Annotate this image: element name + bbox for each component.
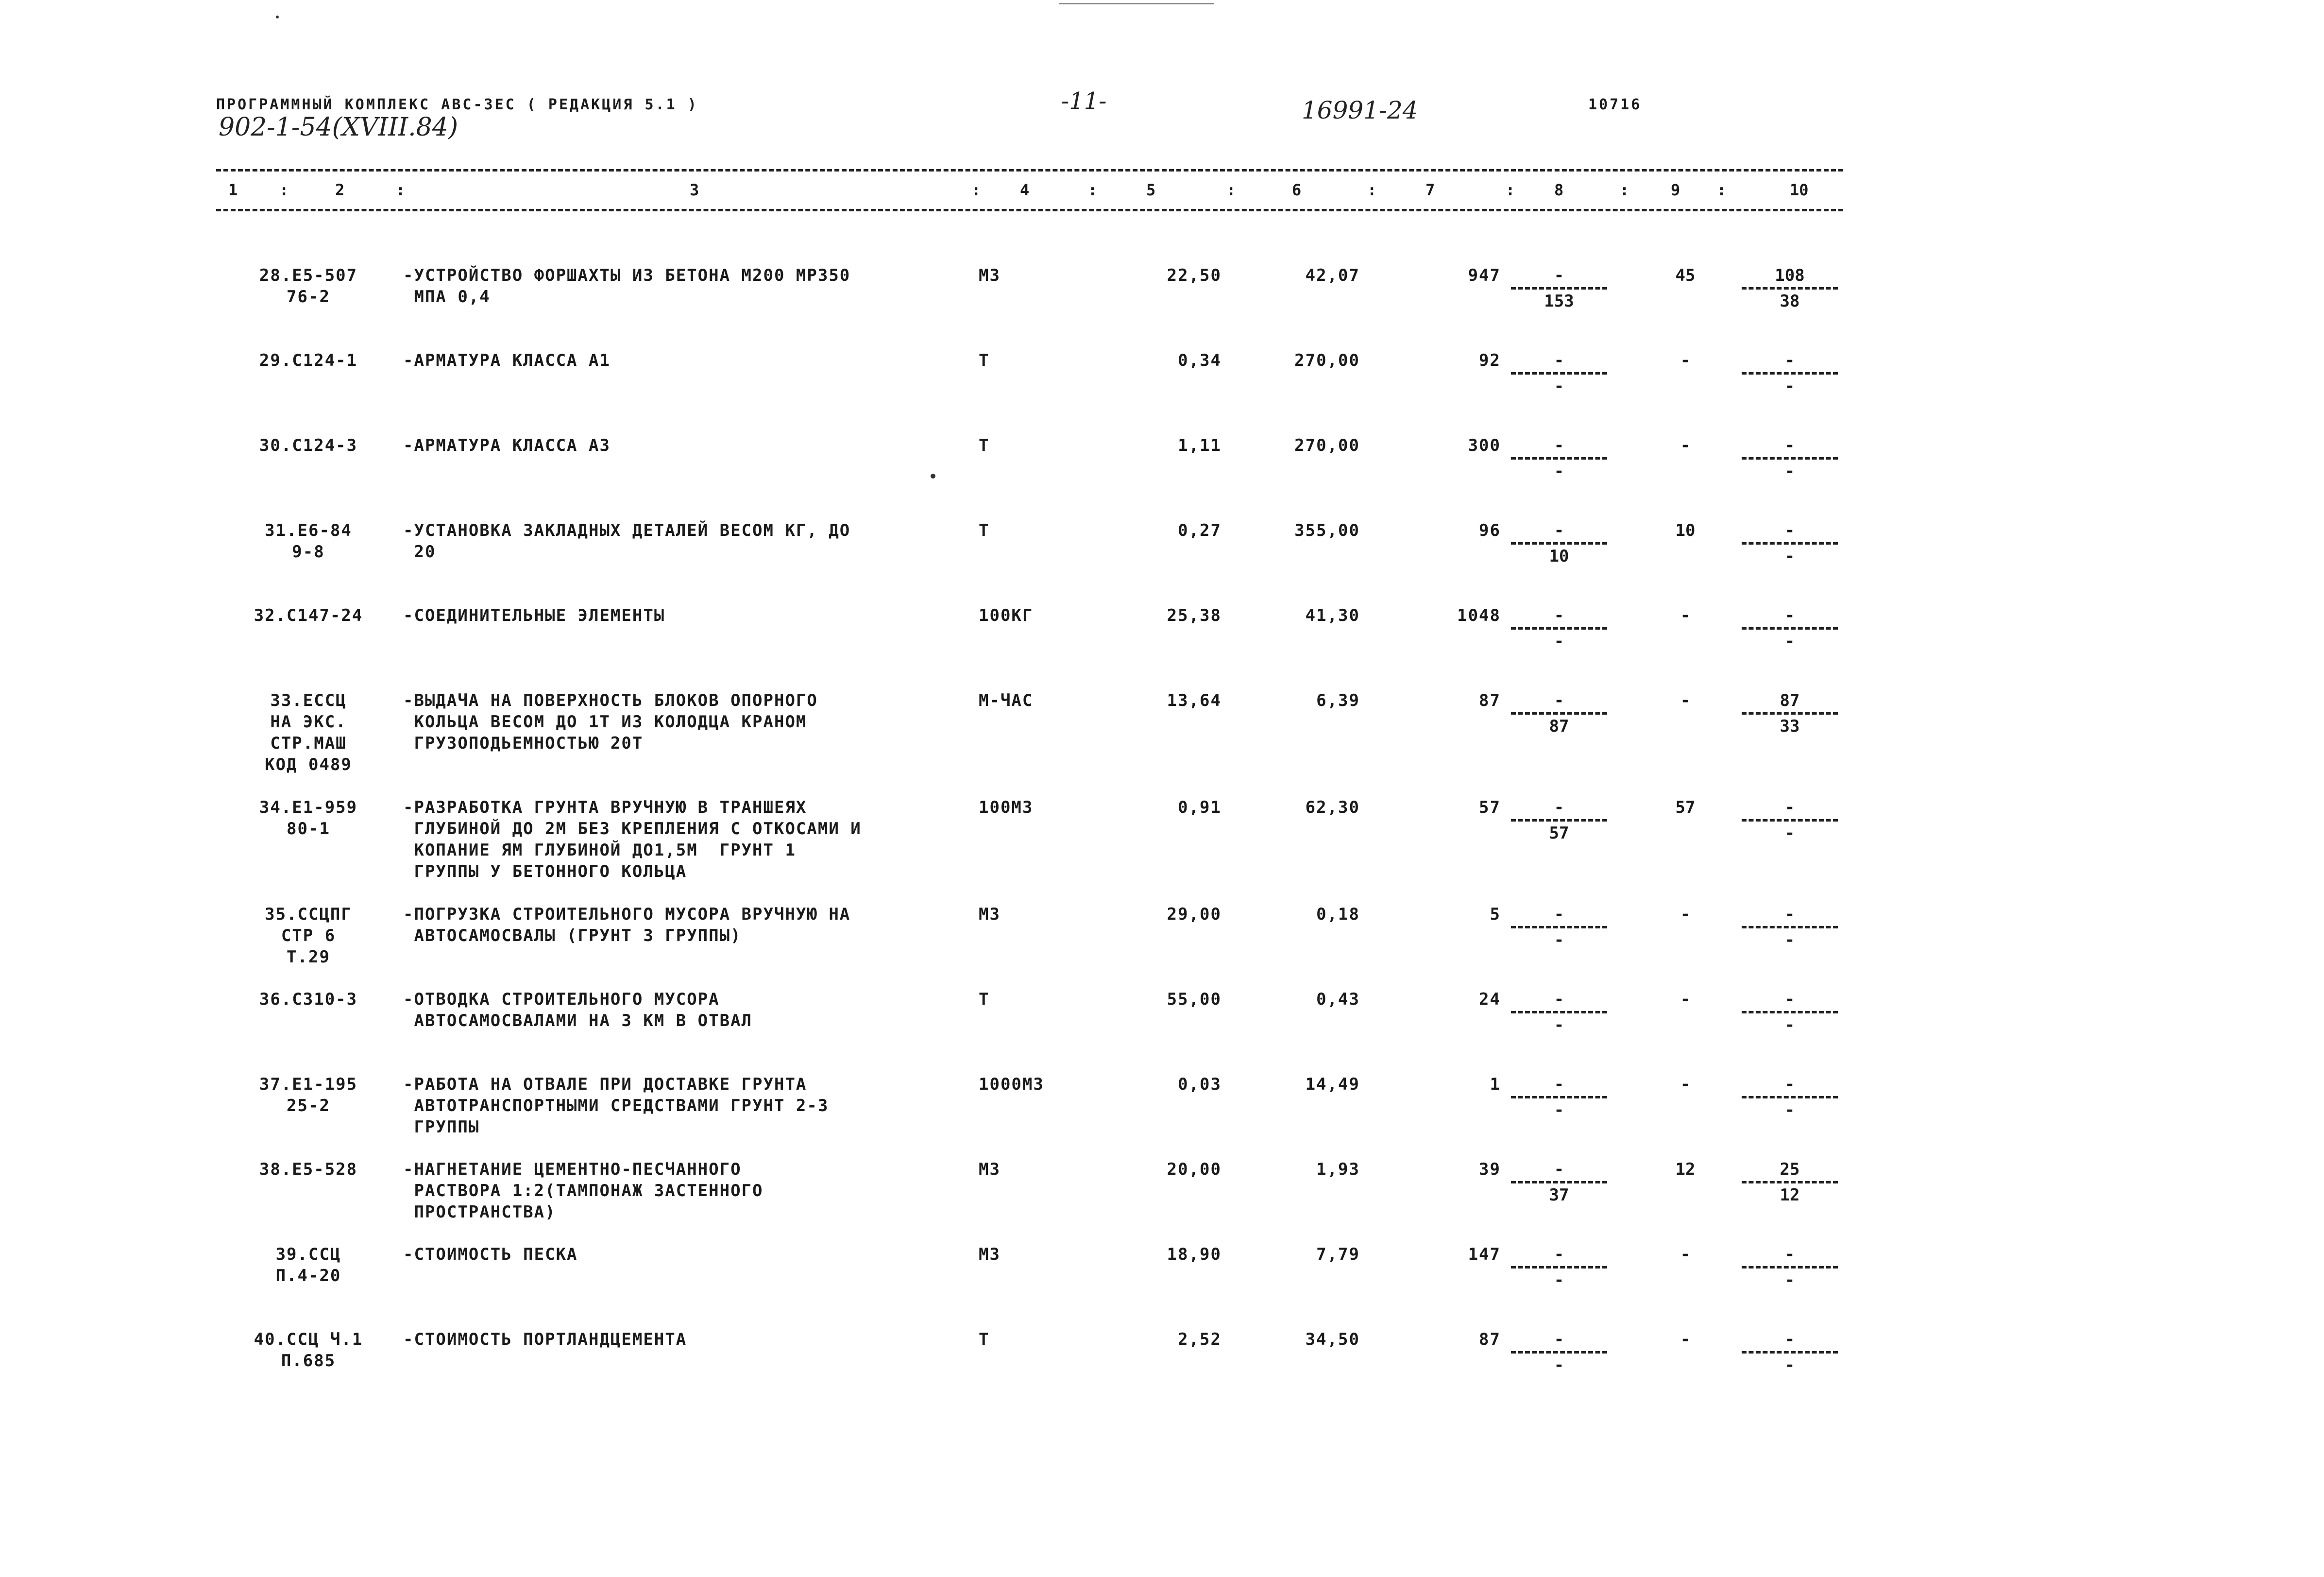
row-col8-divider: [1511, 712, 1607, 715]
row-col8-top: -: [1554, 1075, 1564, 1094]
row-col8-top: -: [1554, 691, 1564, 710]
row-col10-top: 25: [1780, 1160, 1800, 1179]
row-total: 57: [1479, 798, 1501, 817]
row-col10: [1739, 265, 1841, 312]
row-col8-bottom: -: [1554, 1015, 1564, 1035]
row-col9: -: [1680, 606, 1691, 625]
row-col8: [1508, 1329, 1610, 1376]
row-description: -СТОИМОСТЬ ПОРТЛАНДЦЕМЕНТА: [403, 1330, 687, 1349]
row-col10-bottom: -: [1784, 462, 1795, 481]
row-col8-divider: [1511, 372, 1607, 375]
row-col8: [1508, 904, 1610, 951]
row-unit-price: 14,49: [1305, 1075, 1360, 1094]
row-quantity: 2,52: [1178, 1330, 1221, 1349]
row-quantity: 1,11: [1178, 436, 1221, 455]
row-total: 5: [1490, 905, 1501, 924]
column-header-5: 5: [1146, 181, 1156, 199]
row-unit-price: 41,30: [1305, 606, 1360, 625]
row-col8-top: -: [1554, 521, 1564, 540]
row-col9: -: [1680, 351, 1691, 370]
row-col10-top: -: [1784, 1075, 1795, 1094]
row-col8-top: -: [1554, 1330, 1564, 1349]
row-col8-bottom: 10: [1549, 547, 1569, 566]
column-header-9: 9: [1671, 181, 1680, 199]
row-total: 87: [1479, 691, 1501, 710]
row-quantity: 13,64: [1167, 691, 1221, 710]
row-col9: -: [1680, 1245, 1691, 1264]
row-col10-bottom: 12: [1780, 1185, 1800, 1205]
row-col8-divider: [1511, 1181, 1607, 1183]
row-col9: -: [1680, 905, 1691, 924]
program-title: ПРОГРАММНЫЙ КОМПЛЕКС АВС-ЗЕС ( РЕДАКЦИЯ 5.1 ): [216, 96, 698, 113]
row-unit-price: 270,00: [1294, 351, 1360, 370]
column-separator: :: [1620, 181, 1629, 199]
row-col10: [1739, 435, 1841, 482]
row-unit: 100М3: [979, 798, 1034, 817]
row-col8-top: -: [1554, 266, 1564, 285]
row-col8-top: -: [1554, 436, 1564, 455]
row-code: 37.Е1-195 25-2: [259, 1075, 358, 1115]
column-header-7: 7: [1425, 181, 1435, 199]
row-unit-price: 355,00: [1294, 521, 1360, 540]
row-quantity: 55,00: [1167, 990, 1221, 1009]
row-col8-bottom: 153: [1544, 291, 1574, 311]
row-col8: [1508, 1244, 1610, 1291]
row-description: -АРМАТУРА КЛАССА А1: [403, 351, 611, 370]
row-col10-divider: [1742, 1181, 1838, 1183]
row-col10: [1739, 904, 1841, 951]
row-total: 87: [1479, 1330, 1501, 1349]
row-code: 32.С147-24: [254, 606, 363, 625]
row-col8-divider: [1511, 1011, 1607, 1013]
row-quantity: 0,27: [1178, 521, 1221, 540]
row-col8-bottom: -: [1554, 1270, 1564, 1290]
row-col8-top: -: [1554, 990, 1564, 1009]
row-col8: [1508, 350, 1610, 397]
row-col10-bottom: -: [1784, 1270, 1795, 1290]
row-col8: [1508, 1159, 1610, 1206]
row-col8-bottom: 37: [1549, 1185, 1569, 1205]
row-code: 31.Е6-84 9-8: [265, 521, 352, 562]
row-description: -РАЗРАБОТКА ГРУНТА ВРУЧНУЮ В ТРАНШЕЯХ ГЛУБИНОЙ ДО 2М БЕЗ КРЕПЛЕНИЯ С ОТКОСАМИ И КОПАНИЕ ЯМ ГЛУБИНОЙ ДО1,5М ГРУНТ 1 ГРУППЫ У БЕТОННОГО КОЛЬЦА: [403, 798, 862, 881]
row-col10-top: -: [1784, 990, 1795, 1009]
row-col8: [1508, 690, 1610, 737]
row-col10-bottom: -: [1784, 1355, 1795, 1375]
row-col10-top: 87: [1780, 691, 1800, 710]
row-col10-bottom: -: [1784, 377, 1795, 396]
row-unit: Т: [979, 351, 990, 370]
row-col10-divider: [1742, 1096, 1838, 1098]
row-col10-bottom: -: [1784, 632, 1795, 651]
row-col10-bottom: 33: [1780, 717, 1800, 736]
row-quantity: 22,50: [1167, 266, 1221, 285]
row-col8-divider: [1511, 457, 1607, 460]
row-code: 34.Е1-959 80-1: [259, 798, 358, 839]
row-col10: [1739, 605, 1841, 652]
row-col10: [1739, 797, 1841, 844]
row-col9: -: [1680, 990, 1691, 1009]
row-unit: М3: [979, 1245, 1001, 1264]
column-header-3: 3: [690, 181, 699, 199]
row-description: -РАБОТА НА ОТВАЛЕ ПРИ ДОСТАВКЕ ГРУНТА АВТОТРАНСПОРТНЫМИ СРЕДСТВАМИ ГРУНТ 2-3 ГРУППЫ: [403, 1075, 829, 1137]
row-description: -НАГНЕТАНИЕ ЦЕМЕНТНО-ПЕСЧАННОГО РАСТВОРА 1:2(ТАМПОНАЖ ЗАСТЕННОГО ПРОСТРАНСТВА): [403, 1160, 763, 1222]
row-unit-price: 42,07: [1305, 266, 1360, 285]
row-unit: Т: [979, 1330, 990, 1349]
row-code: 28.Е5-507 76-2: [259, 266, 358, 307]
row-col9: 10: [1675, 521, 1696, 540]
row-description: -ПОГРУЗКА СТРОИТЕЛЬНОГО МУСОРА ВРУЧНУЮ НА АВТОСАМОСВАЛЫ (ГРУНТ 3 ГРУППЫ): [403, 905, 851, 945]
row-col8: [1508, 265, 1610, 312]
row-col10-bottom: -: [1784, 823, 1795, 843]
row-col10: [1739, 690, 1841, 737]
row-total: 147: [1468, 1245, 1501, 1264]
row-total: 24: [1479, 990, 1501, 1009]
row-description: -УСТАНОВКА ЗАКЛАДНЫХ ДЕТАЛЕЙ ВЕСОМ КГ, ДО 20: [403, 521, 851, 562]
row-unit-price: 270,00: [1294, 436, 1360, 455]
row-col10-bottom: -: [1784, 930, 1795, 950]
row-col10: [1739, 1244, 1841, 1291]
scan-speck: [276, 16, 279, 18]
row-col10-divider: [1742, 926, 1838, 928]
row-col10: [1739, 1159, 1841, 1206]
row-description: -СОЕДИНИТЕЛЬНЫЕ ЭЛЕМЕНТЫ: [403, 606, 665, 625]
row-col10: [1739, 520, 1841, 567]
row-col10-top: -: [1784, 1330, 1795, 1349]
table-rule-top: [216, 169, 1843, 171]
row-quantity: 20,00: [1167, 1160, 1221, 1179]
scan-speck: [931, 474, 935, 479]
column-header-6: 6: [1292, 181, 1302, 199]
row-col10-top: -: [1784, 436, 1795, 455]
row-col10-top: -: [1784, 606, 1795, 625]
row-total: 300: [1468, 436, 1501, 455]
row-col8-top: -: [1554, 1160, 1564, 1179]
row-col10-top: -: [1784, 351, 1795, 370]
row-code: 35.ССЦПГ СТР 6 Т.29: [265, 905, 352, 967]
row-col8-divider: [1511, 627, 1607, 630]
row-unit-price: 1,93: [1316, 1160, 1360, 1179]
row-quantity: 0,03: [1178, 1075, 1221, 1094]
row-col8-top: -: [1554, 905, 1564, 924]
row-col8: [1508, 435, 1610, 482]
row-col8-top: -: [1554, 1245, 1564, 1264]
row-unit-price: 62,30: [1305, 798, 1360, 817]
row-description: -АРМАТУРА КЛАССА А3: [403, 436, 611, 455]
column-separator: :: [396, 181, 406, 199]
row-col10-top: -: [1784, 1245, 1795, 1264]
row-description: -УСТРОЙСТВО ФОРШАХТЫ ИЗ БЕТОНА М200 МРЗ50 МПА 0,4: [403, 266, 851, 307]
row-col8-divider: [1511, 819, 1607, 822]
row-col8: [1508, 797, 1610, 844]
row-description: -ОТВОДКА СТРОИТЕЛЬНОГО МУСОРА АВТОСАМОСВАЛАМИ НА 3 КМ В ОТВАЛ: [403, 990, 753, 1030]
row-col9: 45: [1675, 266, 1696, 285]
column-separator: :: [1088, 181, 1098, 199]
row-code: 40.ССЦ Ч.1 П.685: [254, 1330, 363, 1371]
row-unit-price: 7,79: [1316, 1245, 1360, 1264]
column-header-4: 4: [1020, 181, 1030, 199]
row-code: 33.ЕССЦ НА ЭКС. СТР.МАШ КОД 0489: [265, 691, 352, 774]
row-col8-divider: [1511, 542, 1607, 545]
row-unit-price: 6,39: [1316, 691, 1360, 710]
row-quantity: 0,34: [1178, 351, 1221, 370]
row-col9: -: [1680, 1330, 1691, 1349]
row-col10-divider: [1742, 457, 1838, 460]
row-col10-bottom: -: [1784, 1100, 1795, 1120]
row-col9: -: [1680, 1075, 1691, 1094]
row-total: 92: [1479, 351, 1501, 370]
document-number: 10716: [1588, 96, 1642, 113]
document-code: 16991-24: [1302, 96, 1418, 124]
row-col10-bottom: 38: [1780, 291, 1800, 311]
column-header-2: 2: [335, 181, 345, 199]
row-col8-bottom: -: [1554, 462, 1564, 481]
row-total: 1048: [1457, 606, 1501, 625]
row-col10-top: -: [1784, 798, 1795, 817]
row-col8-bottom: -: [1554, 632, 1564, 651]
column-separator: :: [1367, 181, 1377, 199]
row-col10-divider: [1742, 1351, 1838, 1354]
row-unit: М-ЧАС: [979, 691, 1034, 710]
row-col8-bottom: 87: [1549, 717, 1569, 736]
row-col8-bottom: -: [1554, 377, 1564, 396]
row-quantity: 25,38: [1167, 606, 1221, 625]
row-unit: 1000М3: [979, 1075, 1044, 1094]
row-code: 39.ССЦ П.4-20: [275, 1245, 341, 1286]
row-unit: 100КГ: [979, 606, 1034, 625]
row-unit-price: 34,50: [1305, 1330, 1360, 1349]
row-col10-divider: [1742, 1011, 1838, 1013]
row-col9: -: [1680, 691, 1691, 710]
row-col10-top: -: [1784, 521, 1795, 540]
row-col8-divider: [1511, 1096, 1607, 1098]
row-total: 1: [1490, 1075, 1501, 1094]
column-header-8: 8: [1554, 181, 1564, 199]
column-separator: :: [1226, 181, 1236, 199]
row-unit: Т: [979, 436, 990, 455]
row-col8-top: -: [1554, 606, 1564, 625]
row-total: 947: [1468, 266, 1501, 285]
table-rule-header: [216, 209, 1843, 211]
row-col8-top: -: [1554, 798, 1564, 817]
row-col10-divider: [1742, 819, 1838, 822]
row-col8-top: -: [1554, 351, 1564, 370]
row-col10: [1739, 1329, 1841, 1376]
column-header-10: 10: [1790, 181, 1809, 199]
column-separator: :: [1506, 181, 1515, 199]
row-quantity: 0,91: [1178, 798, 1221, 817]
row-col9: -: [1680, 436, 1691, 455]
column-header-1: 1: [228, 181, 238, 199]
page-number: -11-: [1061, 87, 1107, 115]
row-col8-divider: [1511, 287, 1607, 290]
row-col8-bottom: 57: [1549, 823, 1569, 843]
row-col10: [1739, 350, 1841, 397]
row-col8-bottom: -: [1554, 1100, 1564, 1120]
row-quantity: 29,00: [1167, 905, 1221, 924]
row-code: 38.Е5-528: [259, 1160, 358, 1179]
row-col10-bottom: -: [1784, 1015, 1795, 1035]
row-code: 30.С124-3: [259, 436, 358, 455]
row-col8: [1508, 520, 1610, 567]
row-unit-price: 0,43: [1316, 990, 1360, 1009]
column-separator: :: [279, 181, 289, 199]
row-col8: [1508, 1074, 1610, 1121]
row-col8-divider: [1511, 1266, 1607, 1268]
row-col10-divider: [1742, 372, 1838, 375]
row-col8-divider: [1511, 1351, 1607, 1354]
row-col10-divider: [1742, 627, 1838, 630]
row-unit: М3: [979, 266, 1001, 285]
row-code: 29.С124-1: [259, 351, 358, 370]
row-unit: М3: [979, 905, 1001, 924]
row-unit-price: 0,18: [1316, 905, 1360, 924]
row-total: 39: [1479, 1160, 1501, 1179]
row-col10-bottom: -: [1784, 547, 1795, 566]
row-code: 36.С310-3: [259, 990, 358, 1009]
row-col8: [1508, 989, 1610, 1036]
row-description: -ВЫДАЧА НА ПОВЕРХНОСТЬ БЛОКОВ ОПОРНОГО КОЛЬЦА ВЕСОМ ДО 1Т ИЗ КОЛОДЦА КРАНОМ ГРУЗОПОДЬЕМНОСТЬЮ 20Т: [403, 691, 818, 753]
row-total: 96: [1479, 521, 1501, 540]
row-col9: 12: [1675, 1160, 1696, 1179]
row-quantity: 18,90: [1167, 1245, 1221, 1264]
row-unit: Т: [979, 521, 990, 540]
scan-artifact-line: [1059, 3, 1214, 4]
row-unit: М3: [979, 1160, 1001, 1179]
column-separator: :: [971, 181, 981, 199]
row-col10-divider: [1742, 542, 1838, 545]
row-description: -СТОИМОСТЬ ПЕСКА: [403, 1245, 578, 1264]
column-separator: :: [1717, 181, 1727, 199]
row-col8-bottom: -: [1554, 930, 1564, 950]
row-col8-divider: [1511, 926, 1607, 928]
row-col10: [1739, 1074, 1841, 1121]
row-col8: [1508, 605, 1610, 652]
row-col8-bottom: -: [1554, 1355, 1564, 1375]
row-col10-top: 108: [1775, 266, 1805, 285]
row-col10-top: -: [1784, 905, 1795, 924]
project-code: 902-1-54(XVIII.84): [219, 113, 458, 142]
row-col10-divider: [1742, 712, 1838, 715]
row-col10: [1739, 989, 1841, 1036]
row-unit: Т: [979, 990, 990, 1009]
row-col10-divider: [1742, 287, 1838, 290]
row-col10-divider: [1742, 1266, 1838, 1268]
row-col9: 57: [1675, 798, 1696, 817]
